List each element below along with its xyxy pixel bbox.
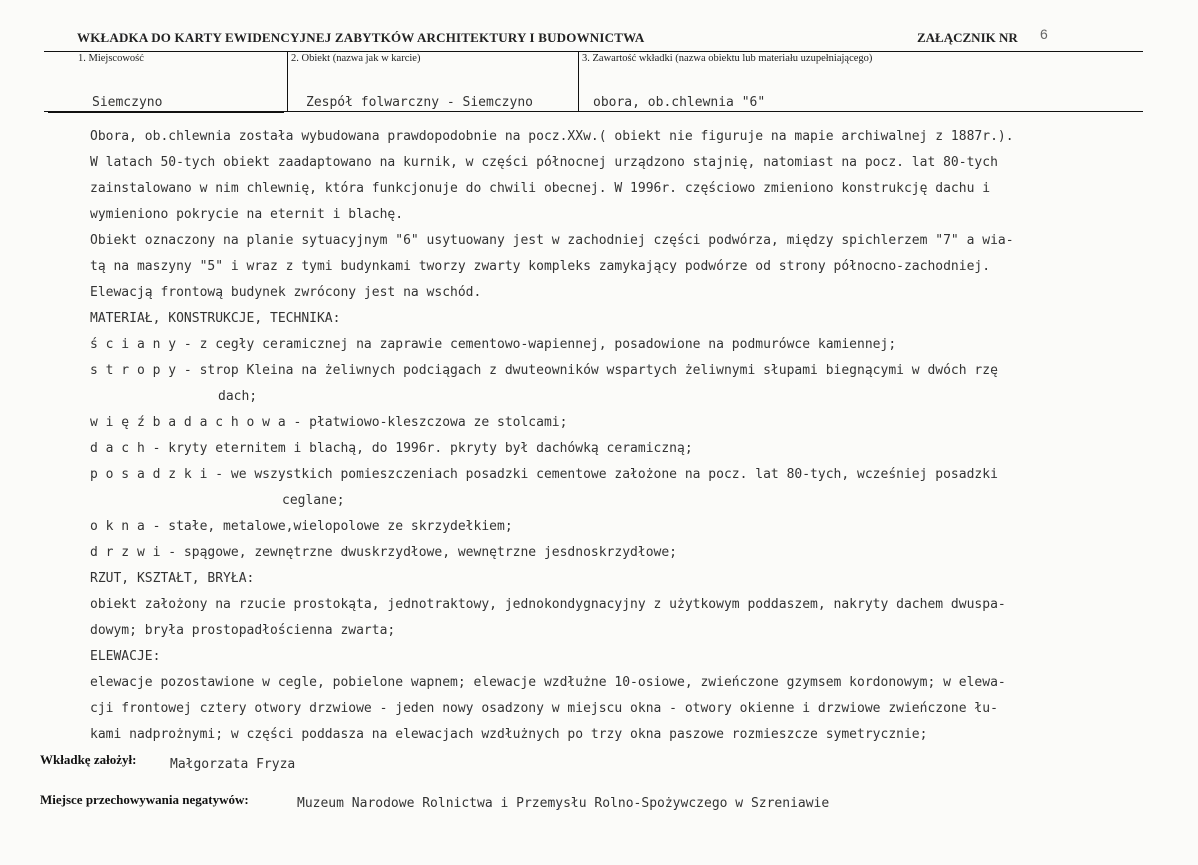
- body-line: elewacje pozostawione w cegle, pobielone wapnem; elewacje wzdłużne 10-osiowe, zwieńczone gzymsem kordonowym; w elewa-: [90, 675, 1006, 690]
- locality-value: Siemczyno: [92, 95, 163, 110]
- body-line: zainstalowano w nim chlewnię, która funkcjonuje do chwili obecnej. W 1996r. częściowo zmieniono konstrukcję dachu i: [90, 181, 991, 196]
- attachment-number: 6: [1040, 26, 1048, 42]
- body-line: ceglane;: [282, 493, 345, 508]
- body-line: o k n a - stałe, metalowe,wielopolowe ze skrzydełkiem;: [90, 519, 513, 534]
- body-line: p o s a d z k i - we wszystkich pomieszczeniach posadzki cementowe założone na pocz. lat 80-tych, wcześniej posadzki: [90, 467, 998, 482]
- contents-value: obora, ob.chlewnia "6": [593, 95, 766, 110]
- attachment-label: ZAŁĄCZNIK NR: [917, 30, 1018, 45]
- body-line: w i ę ź b a d a c h o w a - płatwiowo-kleszczowa ze stolcami;: [90, 415, 568, 430]
- header-rule: [44, 51, 1143, 52]
- description-body: [90, 124, 1090, 748]
- author-label: Wkładkę założył:: [40, 752, 137, 767]
- body-line: kami nadprożnymi; w części poddasza na elewacjach wzdłużnych po trzy okna paszowe rozmieszcze symetrycznie;: [90, 727, 928, 742]
- body-line: dach;: [218, 389, 258, 404]
- body-line: s t r o p y - strop Kleina na żeliwnych podciągach z dwuteowników wspartych żeliwnymi słupami biegnącymi w dwóch rzę: [90, 363, 998, 378]
- body-line: Obiekt oznaczony na planie sytuacyjnym "6" usytuowany jest w zachodniej części podwórza, między spichlerzem "7" a wia-: [90, 233, 1014, 248]
- body-line: ś c i a n y - z cegły ceramicznej na zaprawie cementowo-wapiennej, posadowione na podmurówce kamiennej;: [90, 337, 897, 352]
- body-line: wymieniono pokrycie na eternit i blachę.: [90, 207, 404, 222]
- column-head-contents: 3. Zawartość wkładki (nazwa obiektu lub materiału uzupełniającego): [582, 53, 873, 64]
- body-line: Obora, ob.chlewnia została wybudowana prawdopodobnie na pocz.XXw.( obiekt nie figuruje na mapie archiwalnej z 1887r.).: [90, 129, 1014, 144]
- section-heading: RZUT, KSZTAŁT, BRYŁA:: [90, 571, 255, 586]
- object-value: Zespół folwarczny - Siemczyno: [306, 95, 533, 110]
- body-line: cji frontowej cztery otwory drzwiowe - jeden nowy osadzony w miejscu okna - otwory okienne i drzwiowe zwieńczone łu-: [90, 701, 998, 716]
- section-heading: ELEWACJE:: [90, 649, 161, 664]
- negatives-value: Muzeum Narodowe Rolnictwa i Przemysłu Rolno-Spożywczego w Szreniawie: [297, 796, 830, 811]
- author-value: Małgorzata Fryza: [170, 757, 296, 772]
- body-line: dowym; bryła prostopadłościenna zwarta;: [90, 623, 396, 638]
- body-line: obiekt założony na rzucie prostokąta, jednotraktowy, jednokondygnacyjny z użytkowym poddaszem, nakryty dachem dwuspa-: [90, 597, 1006, 612]
- section-heading: MATERIAŁ, KONSTRUKCJE, TECHNIKA:: [90, 311, 341, 326]
- body-line: Elewacją frontową budynek zwrócony jest na wschód.: [90, 285, 482, 300]
- body-line: d a c h - kryty eternitem i blachą, do 1996r. pkryty był dachówką ceramiczną;: [90, 441, 693, 456]
- body-line: W latach 50-tych obiekt zaadaptowano na kurnik, w części północnej urządzono stajnię, natomiast na pocz. lat 80-tych: [90, 155, 998, 170]
- negatives-label: Miejsce przechowywania negatywów:: [40, 792, 249, 807]
- column-head-locality: 1. Miejscowość: [78, 53, 144, 64]
- column-divider-2: [578, 51, 579, 111]
- column-head-object: 2. Obiekt (nazwa jak w karcie): [291, 53, 421, 64]
- form-title: WKŁADKA DO KARTY EWIDENCYJNEJ ZABYTKÓW ARCHITEKTURY I BUDOWNICTWA: [77, 30, 645, 45]
- value-underline-1: [48, 112, 284, 113]
- body-line: tą na maszyny "5" i wraz z tymi budynkami tworzy zwarty kompleks zamykający podwórze od strony północno-zachodniej.: [90, 259, 991, 274]
- column-divider-1: [287, 51, 288, 111]
- body-line: d r z w i - spągowe, zewnętrzne dwuskrzydłowe, wewnętrzne jesdnoskrzydłowe;: [90, 545, 677, 560]
